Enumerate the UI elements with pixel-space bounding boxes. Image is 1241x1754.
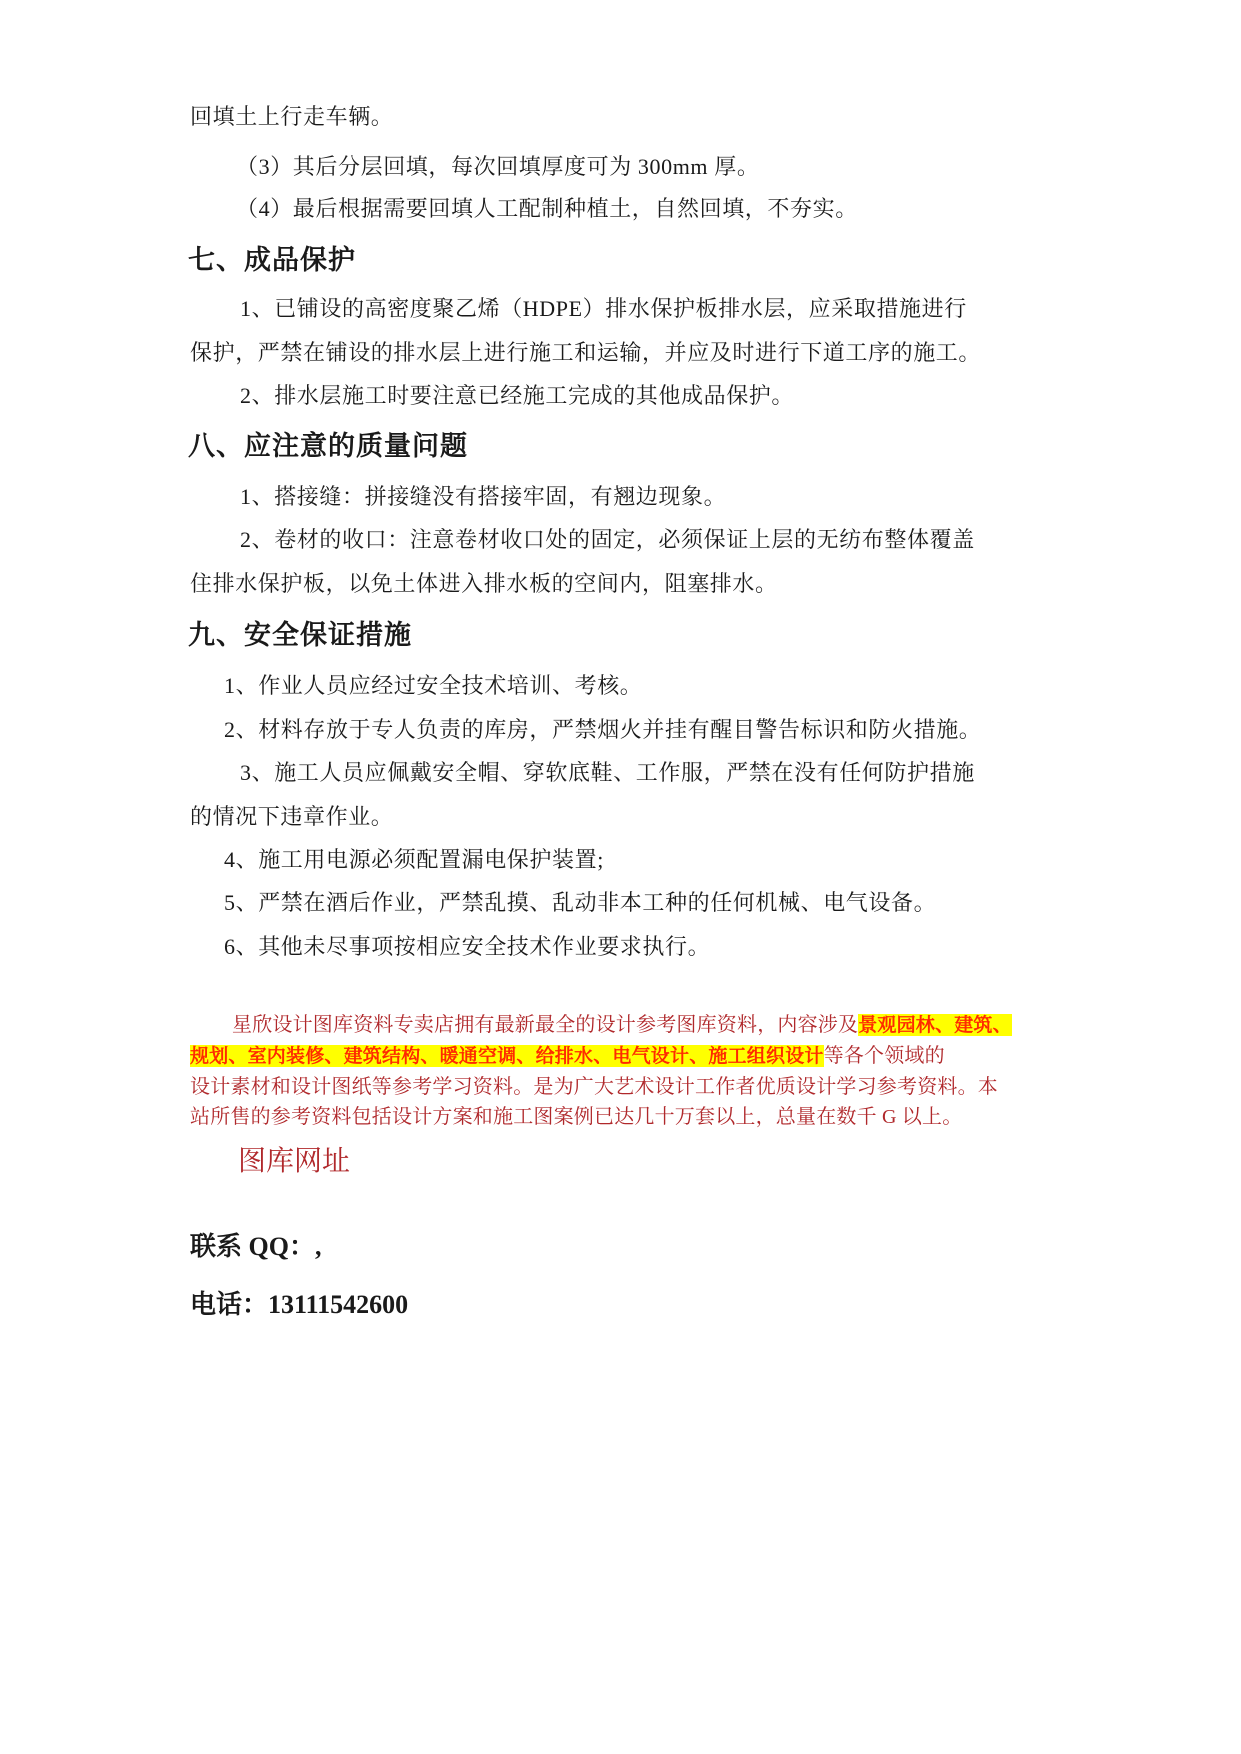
section-9-item-4: 4、施工用电源必须配置漏电保护装置; [224, 847, 604, 872]
backfill-step-3: （3）其后分层回填，每次回填厚度可为 300mm 厚。 [236, 154, 760, 179]
section-9-title: 九、安全保证措施 [188, 620, 412, 651]
section-7-item-2: 2、排水层施工时要注意已经施工完成的其他成品保护。 [240, 383, 795, 408]
ad-line-2-text: 等各个领域的 [823, 1045, 945, 1067]
section-8-item-1: 1、搭接缝：拼接缝没有搭接牢固，有翘边现象。 [240, 484, 727, 509]
section-9-item-2: 2、材料存放于专人负责的库房，严禁烟火并挂有醒目警告标识和防火措施。 [224, 717, 982, 742]
contact-phone: 电话：13111542600 [190, 1290, 409, 1319]
ad-line-4: 站所售的参考资料包括设计方案和施工图案例已达几十万套以上，总量在数千 G 以上。 [190, 1106, 963, 1128]
gallery-link[interactable]: 图库网址 [238, 1146, 351, 1177]
ad-line-1-highlight: 景观园林、建筑、 [858, 1014, 1012, 1036]
section-9-item-6: 6、其他未尽事项按相应安全技术作业要求执行。 [224, 934, 711, 959]
section-8-item-2-line-1: 2、卷材的收口：注意卷材收口处的固定，必须保证上层的无纺布整体覆盖 [240, 527, 975, 552]
ad-line-3: 设计素材和设计图纸等参考学习资料。是为广大艺术设计工作者优质设计学习参考资料。本 [190, 1076, 998, 1098]
backfill-step-4: （4）最后根据需要回填人工配制种植土，自然回填，不夯实。 [236, 196, 858, 221]
section-7-item-1-line-2: 保护，严禁在铺设的排水层上进行施工和运输，并应及时进行下道工序的施工。 [190, 340, 982, 365]
section-8-item-2-line-2: 住排水保护板，以免土体进入排水板的空间内，阻塞排水。 [190, 571, 778, 596]
section-9-item-3-line-2: 的情况下违章作业。 [190, 804, 394, 829]
section-9-item-5: 5、严禁在酒后作业，严禁乱摸、乱动非本工种的任何机械、电气设备。 [224, 890, 937, 915]
section-7-item-1-line-1: 1、已铺设的高密度聚乙烯（HDPE）排水保护板排水层，应采取措施进行 [240, 296, 967, 321]
ad-line-2 [190, 1044, 945, 1068]
ad-line-1 [232, 1013, 1012, 1037]
ad-line-2-highlight: 规划、室内装修、建筑结构、暖通空调、给排水、电气设计、施工组织设计 [190, 1045, 824, 1067]
intro-line: 回填土上行走车辆。 [190, 104, 394, 129]
ad-line-1-text: 星欣设计图库资料专卖店拥有最新最全的设计参考图库资料，内容涉及 [232, 1014, 859, 1036]
section-7-title: 七、成品保护 [188, 245, 356, 276]
section-8-title: 八、应注意的质量问题 [188, 431, 468, 462]
section-9-item-3-line-1: 3、施工人员应佩戴安全帽、穿软底鞋、工作服，严禁在没有任何防护措施 [240, 760, 975, 785]
contact-qq: 联系 QQ：, [190, 1232, 322, 1261]
section-9-item-1: 1、作业人员应经过安全技术培训、考核。 [224, 673, 643, 698]
